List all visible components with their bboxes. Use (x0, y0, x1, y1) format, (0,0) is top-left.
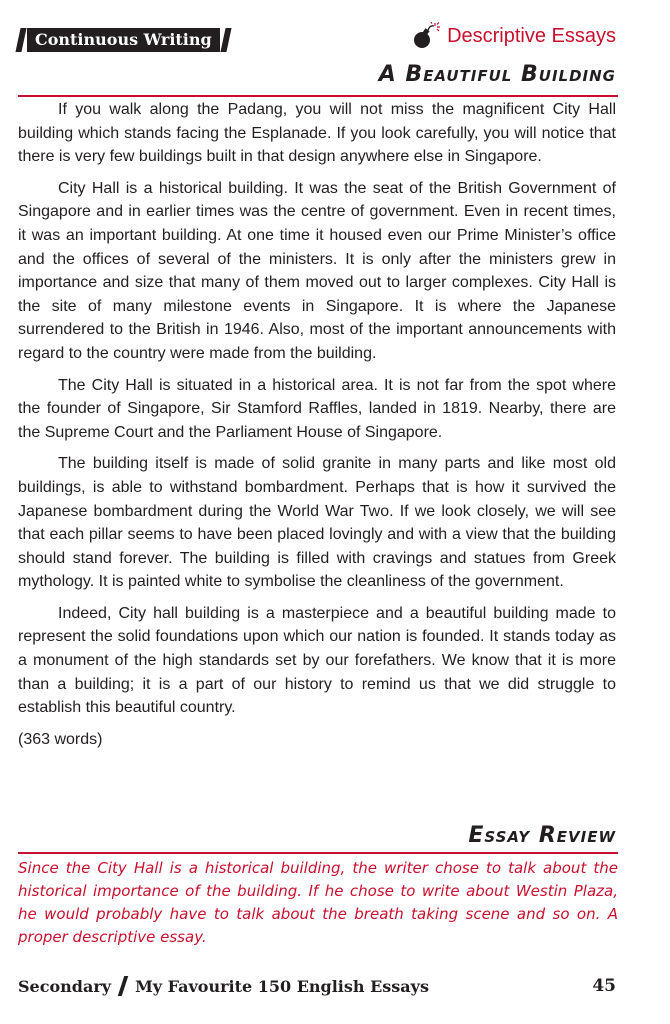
word-count: (363 words) (18, 730, 103, 748)
page-number: 45 (592, 976, 616, 996)
paragraph-2: City Hall is a historical building. It was the seat of the British Government of Singapore and in earlier times was the centre of government. Even in recent times, it was an important building. At one time it housed even our Prime Minister’s office and the offices of several of the ministers. It is only after the ministers grew in importance and size that many of them moved out to larger complexes. City Hall is the site of many milestone events in Singapore. It is where the Japanese surrendered to the British in 1946. Also, most of the important announcements with regard to the country were made from the building. (18, 179, 616, 362)
tag-left-slash (15, 28, 26, 52)
footer-slash (118, 976, 128, 996)
section-tag-label: Continuous Writing (27, 28, 220, 52)
paragraph-3: The City Hall is situated in a historical area. It is not far from the spot where the founder of Singapore, Sir Stamford Raffles, landed in 1819. Nearby, there are the Supreme Court and the Parliament House of Singapore. (18, 376, 616, 441)
review-divider (18, 852, 618, 854)
section-tag (18, 28, 229, 52)
paragraph-5: Indeed, City hall building is a masterpiece and a beautiful building made to represent the solid foundations upon which our nation is founded. It stands today as a monument of the high standards set by our forefathers. We know that it is more than a building; it is a part of our history to remind us that we did struggle to establish this beautiful country. (18, 604, 616, 717)
review-text: Since the City Hall is a historical building, the writer chose to talk about the historical importance of the building. If he chose to write about Westin Plaza, he would probably have to talk about the breath taking scene and so on. A proper descriptive essay. (18, 859, 618, 946)
paragraph-1: If you walk along the Padang, you will not miss the magnificent City Hall building which stands facing the Esplanade. If you look carefully, you will notice that there is very few buildings built in that design anywhere else in Singapore. (18, 101, 616, 166)
footer-book-title (18, 976, 429, 996)
essay-title: A Beautiful Building (378, 62, 616, 87)
title-divider (18, 95, 618, 97)
essay-body (18, 98, 616, 759)
review-title: Essay Review (468, 823, 616, 848)
footer-level: Secondary (18, 976, 112, 996)
category-label: Descriptive Essays (447, 24, 616, 47)
tag-right-slash (220, 28, 231, 52)
bomb-icon (411, 22, 441, 50)
category-header (411, 22, 616, 50)
footer-title: My Favourite 150 English Essays (135, 976, 429, 996)
paragraph-4: The building itself is made of solid granite in many parts and like most old buildings, is able to withstand bombardment. Perhaps that is how it survived the Japanese bombardment during the World War Two. If we look closely, we will see that each pillar seems to have been placed lovingly and with a view that the building should stand forever. The building is filled with cravings and statues from Greek mythology. It is painted white to symbolise the cleanliness of the government. (18, 455, 616, 591)
